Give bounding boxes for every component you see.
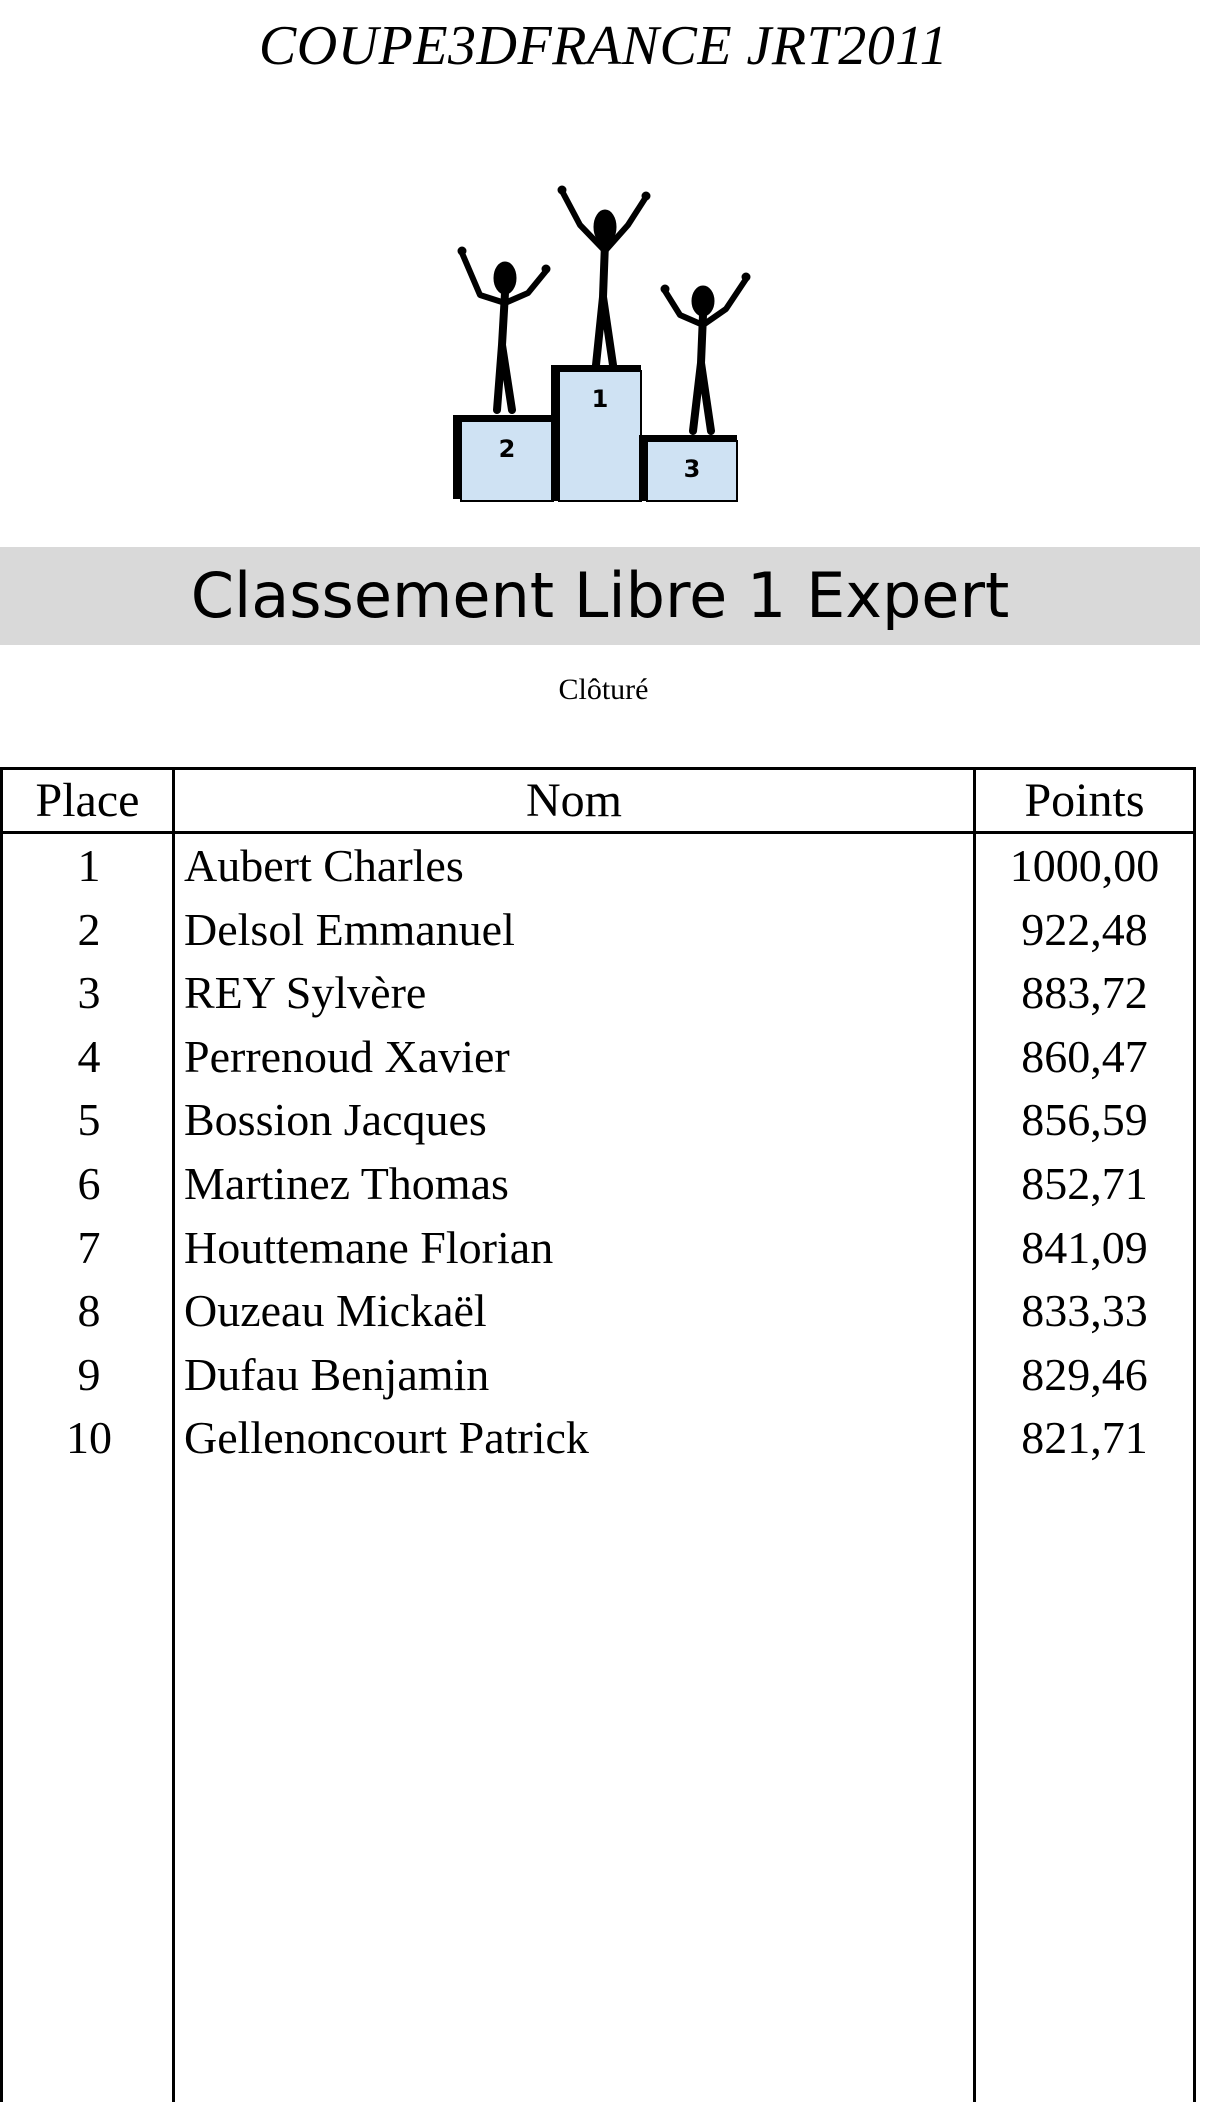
name-cell: Ouzeau Mickaël	[184, 1285, 487, 1337]
column-header-place: Place	[35, 774, 140, 827]
place-cell: 7	[77, 1221, 101, 1273]
table-row	[3, 1347, 1193, 1411]
header-divider	[3, 831, 1193, 834]
column-header-nom: Nom	[526, 774, 622, 827]
svg-text:3: 3	[683, 455, 701, 483]
status-label: Clôturé	[558, 673, 649, 706]
place-cell: 6	[77, 1157, 101, 1209]
points-cell: 821,71	[1021, 1412, 1148, 1464]
points-cell: 883,72	[1021, 967, 1148, 1019]
name-cell: Delsol Emmanuel	[184, 903, 515, 955]
points-cell: 1000,00	[1009, 840, 1160, 891]
place-cell: 3	[77, 967, 101, 1019]
place-cell: 10	[66, 1412, 112, 1464]
points-cell: 860,47	[1021, 1030, 1148, 1082]
name-cell: Martinez Thomas	[184, 1157, 509, 1209]
table-row	[3, 1410, 1193, 1474]
table-row	[3, 965, 1193, 1029]
points-cell: 852,71	[1021, 1157, 1148, 1209]
table-row	[3, 838, 1193, 902]
points-cell: 856,59	[1021, 1094, 1148, 1146]
points-cell: 922,48	[1021, 903, 1148, 955]
name-cell: Perrenoud Xavier	[184, 1030, 510, 1082]
place-cell: 1	[77, 840, 101, 891]
place-cell: 2	[77, 903, 101, 955]
table-row	[3, 902, 1193, 966]
place-cell: 9	[77, 1348, 101, 1400]
points-cell: 841,09	[1021, 1221, 1148, 1273]
name-cell: Bossion Jacques	[184, 1094, 487, 1146]
svg-text:2: 2	[498, 435, 516, 463]
points-cell: 829,46	[1021, 1348, 1148, 1400]
name-cell: Aubert Charles	[184, 840, 464, 891]
ranking-table	[0, 767, 1196, 2102]
table-body	[3, 838, 1193, 1474]
ranking-title-banner: Classement Libre 1 Expert	[0, 547, 1200, 645]
table-row	[3, 1156, 1193, 1220]
table-row	[3, 1092, 1193, 1156]
table-row	[3, 1029, 1193, 1093]
name-cell: Dufau Benjamin	[184, 1348, 490, 1400]
name-cell: Gellenoncourt Patrick	[184, 1412, 589, 1464]
svg-text:1: 1	[591, 385, 609, 413]
podium-icon	[450, 185, 760, 505]
page-title: COUPE3DFRANCE JRT2011	[258, 15, 949, 77]
name-cell: Houttemane Florian	[184, 1221, 554, 1273]
column-header-points: Points	[1024, 774, 1145, 827]
points-cell: 833,33	[1021, 1285, 1148, 1337]
place-cell: 8	[77, 1285, 101, 1337]
place-cell: 4	[77, 1030, 101, 1082]
name-cell: REY Sylvère	[184, 967, 427, 1019]
table-row	[3, 1283, 1193, 1347]
place-cell: 5	[77, 1094, 101, 1146]
table-row	[3, 1220, 1193, 1284]
